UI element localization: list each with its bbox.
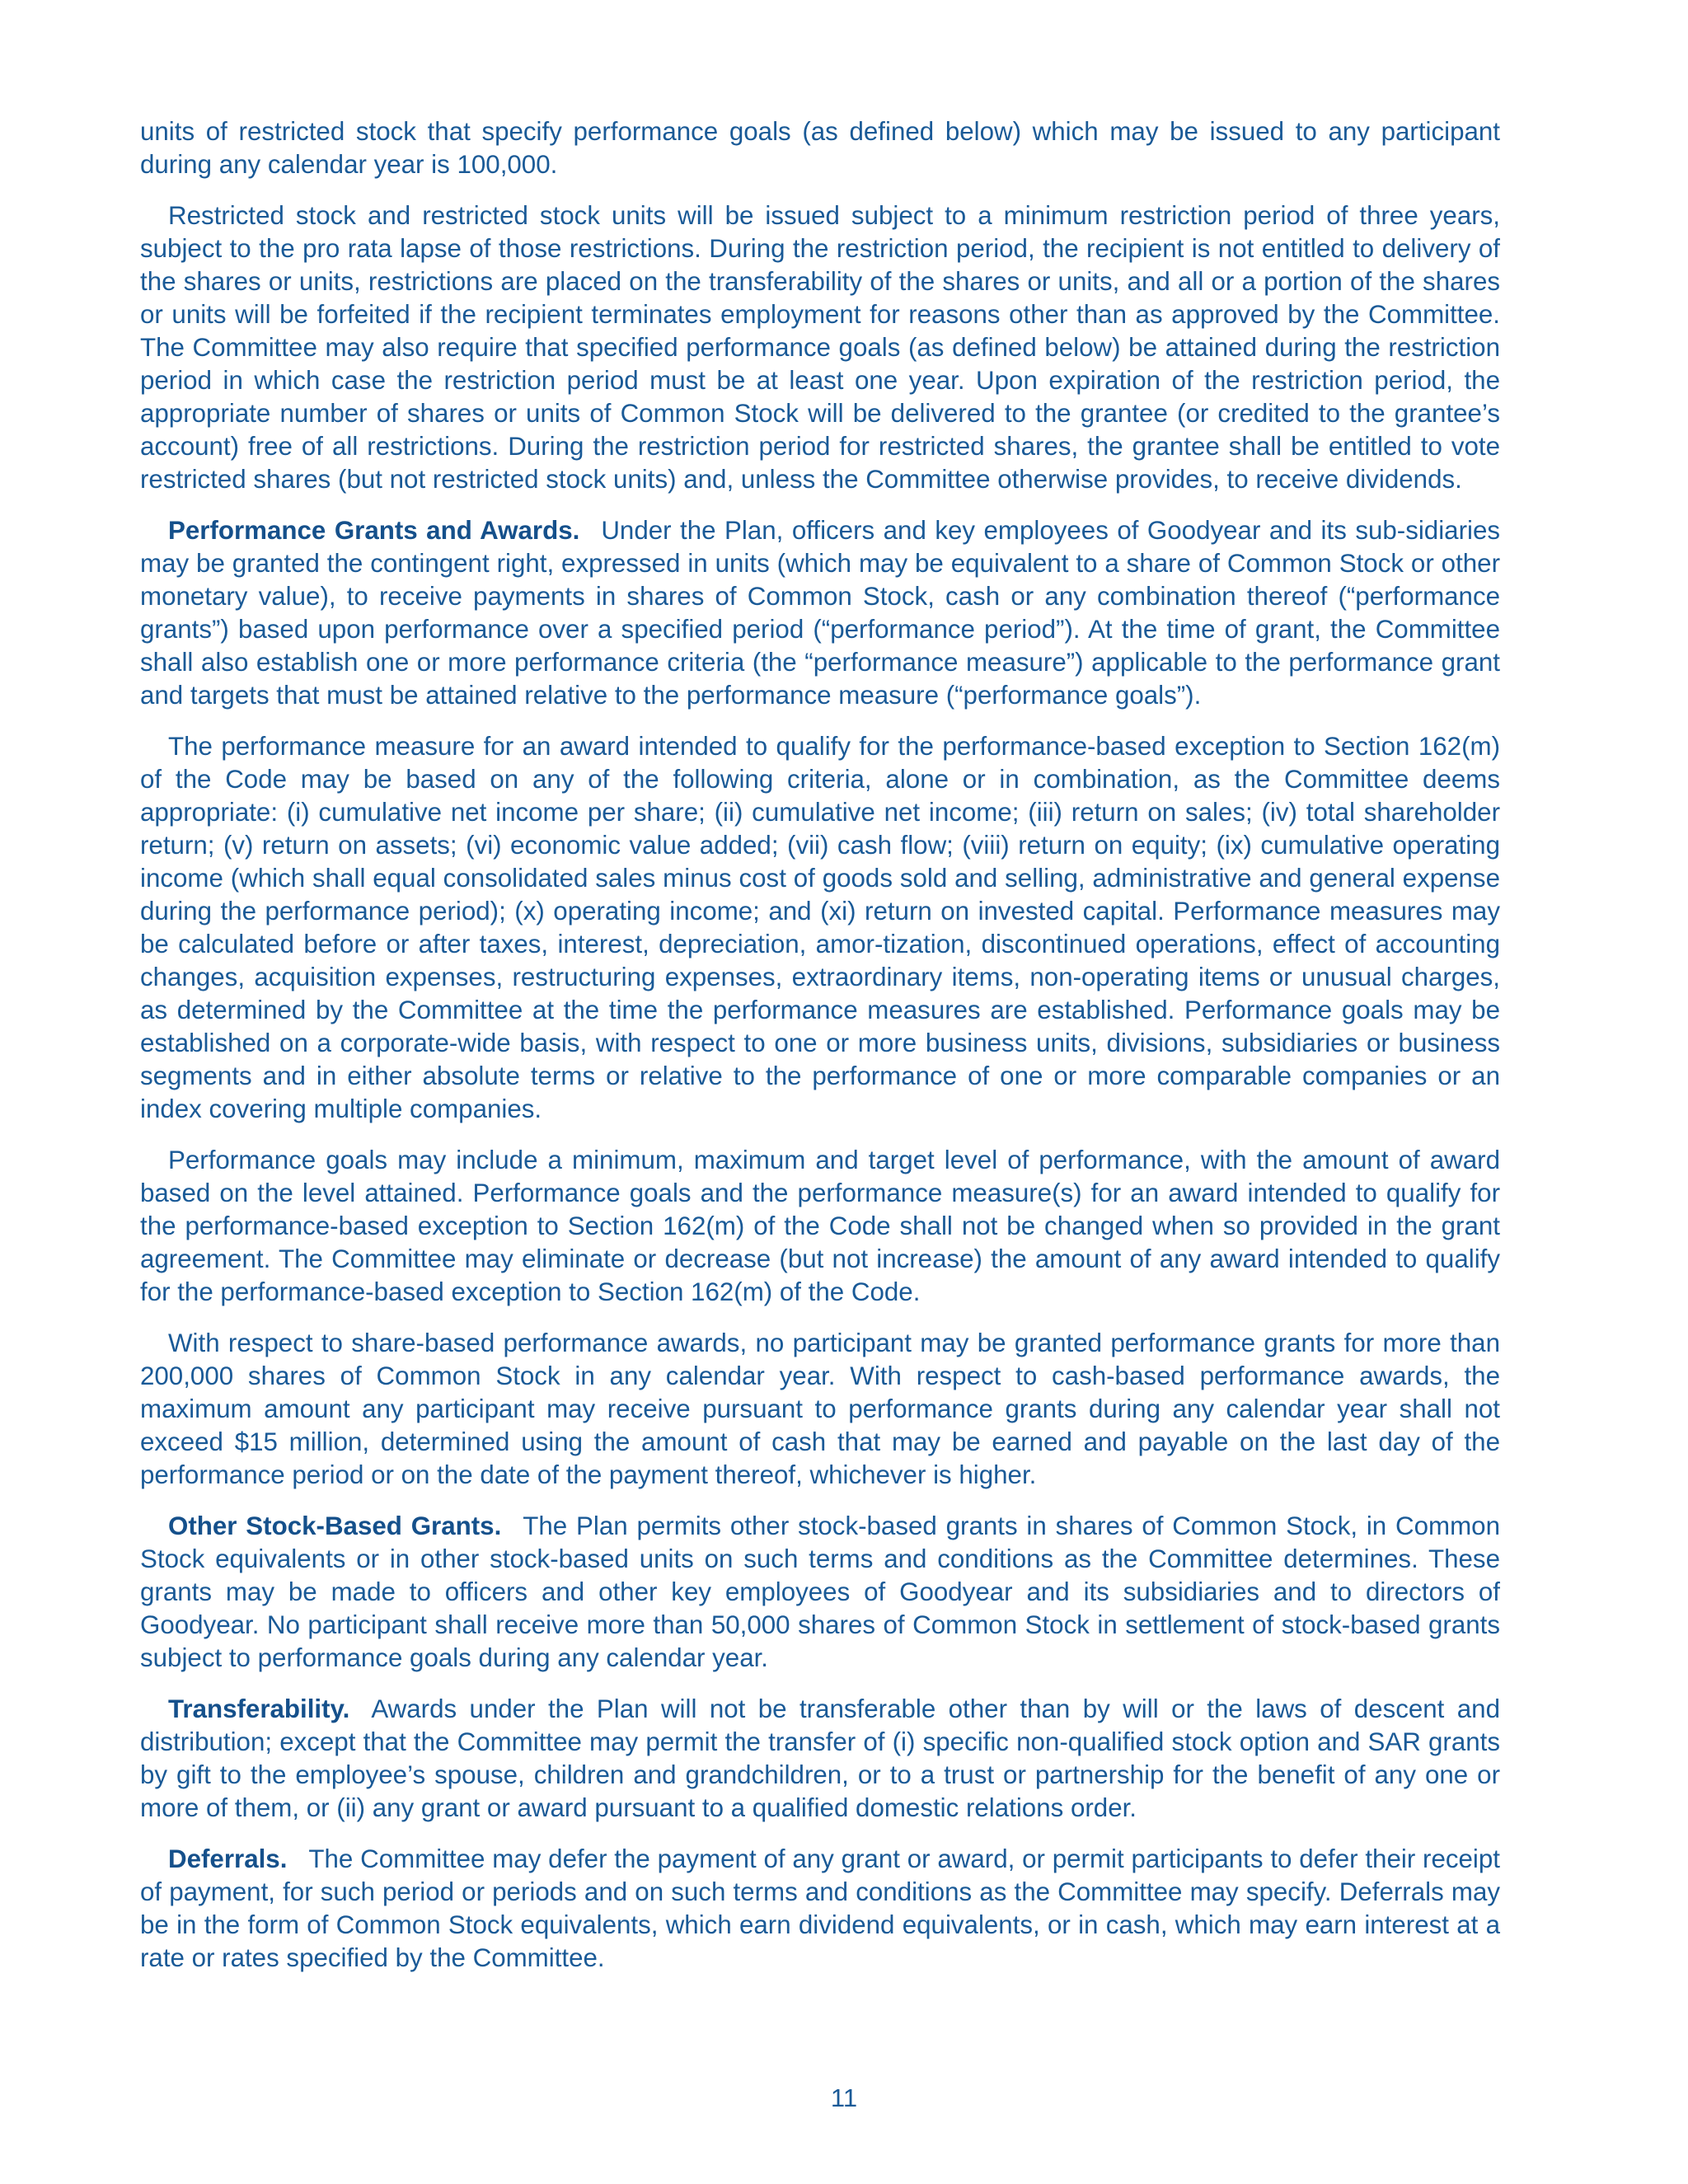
section-heading: Other Stock-Based Grants. [168, 1511, 502, 1540]
paragraph-text: Restricted stock and restricted stock units will be issued subject to a minimum restriction period of three years, subject to the pro rata lapse of those restrictions. During the restriction period, the recipient is not entitled to delivery of the shares or units, restrictions are placed on the transferability of the shares or units, and all or a portion of the shares or units will be forfeited if the recipient terminates employment for reasons other than as approved by the Committee. The Committee may also require that specified performance goals (as defined below) be attained during the restriction period in which case the restriction period must be at least one year. Upon expiration of the restriction period, the appropriate number of shares or units of Common Stock will be delivered to the grantee (or credited to the grantee’s account) free of all restrictions. During the restriction period for restricted shares, the grantee shall be entitled to vote restricted shares (but not restricted stock units) and, unless the Committee otherwise provides, to receive dividends. [140, 201, 1500, 494]
paragraph-transferability [140, 1693, 1500, 1825]
paragraph-other-stock-based-grants [140, 1510, 1500, 1675]
section-heading: Deferrals. [168, 1844, 288, 1873]
document-page [140, 115, 1500, 1993]
paragraph-text: Awards under the Plan will not be transferable other than by will or the laws of descent and distribution; except that the Committee may permit the transfer of (i) specific non-qualified stock option and SAR grants by gift to the employee’s spouse, children and grandchildren, or to a trust or partnership for the benefit of any one or more of them, or (ii) any grant or award pursuant to a qualified domestic relations order. [140, 1694, 1500, 1822]
paragraph-text: units of restricted stock that specify performance goals (as defined below) which may be issued to any participant during any calendar year is 100,000. [140, 117, 1500, 179]
paragraph-text: The Committee may defer the payment of any grant or award, or permit participants to defer their receipt of payment, for such period or periods and on such terms and conditions as the Committee may specify. Deferrals may be in the form of Common Stock equivalents, which earn dividend equivalents, or in cash, which may earn interest at a rate or rates specified by the Committee. [140, 1844, 1500, 1972]
paragraph-performance-grants [140, 514, 1500, 712]
paragraph-share-based-awards [140, 1327, 1500, 1492]
paragraph-deferrals [140, 1843, 1500, 1975]
paragraph-text: The performance measure for an award intended to qualify for the performance-based exception to Section 162(m) of the Code may be based on any of the following criteria, alone or in combination, as the Committee deems appropriate: (i) cumulative net income per share; (ii) cumulative net income; (iii) return on sales; (iv) total shareholder return; (v) return on assets; (vi) economic value added; (vii) cash flow; (viii) return on equity; (ix) cumulative operating income (which shall equal consolidated sales minus cost of goods sold and selling, administrative and general expense during the performance period); (x) operating income; and (xi) return on invested capital. Performance measures may be calculated before or after taxes, interest, depreciation, amor-tization, discontinued operations, effect of accounting changes, acquisition expenses, restructuring expenses, extraordinary items, non-operating items or unusual charges, as determined by the Committee at the time the performance measures are established. Performance goals may be established on a corporate-wide basis, with respect to one or more business units, divisions, subsidiaries or business segments and in either absolute terms or relative to the performance of one or more comparable companies or an index covering multiple companies. [140, 732, 1500, 1123]
paragraph-performance-goals [140, 1144, 1500, 1309]
paragraph-text: The Plan permits other stock-based grants in shares of Common Stock, in Common Stock equivalents or in other stock-based units on such terms and conditions as the Committee determines. These grants may be made to officers and other key employees of Goodyear and its subsidiaries and to directors of Goodyear. No participant shall receive more than 50,000 shares of Common Stock in settlement of stock-based grants subject to performance goals during any calendar year. [140, 1511, 1500, 1672]
paragraph-performance-measure [140, 730, 1500, 1126]
paragraph-text: With respect to share-based performance awards, no participant may be granted performance grants for more than 200,000 shares of Common Stock in any calendar year. With respect to cash-based performance awards, the maximum amount any participant may receive pursuant to performance grants during any calendar year shall not exceed $15 million, determined using the amount of cash that may be earned and payable on the last day of the performance period or on the date of the payment thereof, whichever is higher. [140, 1329, 1500, 1489]
paragraph-text: Performance goals may include a minimum, maximum and target level of performance, with the amount of award based on the level attained. Performance goals and the performance measure(s) for an award intended to qualify for the performance-based exception to Section 162(m) of the Code shall not be changed when so provided in the grant agreement. The Committee may eliminate or decrease (but not increase) the amount of any award intended to qualify for the performance-based exception to Section 162(m) of the Code. [140, 1146, 1500, 1306]
section-heading: Performance Grants and Awards. [168, 516, 580, 545]
page-number: 11 [830, 2083, 858, 2112]
section-heading: Transferability. [168, 1694, 350, 1723]
paragraph-restricted-stock-limit [140, 115, 1500, 181]
paragraph-restricted-stock [140, 199, 1500, 496]
paragraph-text: Under the Plan, officers and key employees of Goodyear and its sub-sidiaries may be granted the contingent right, expressed in units (which may be equivalent to a share of Common Stock or other monetary value), to receive payments in shares of Common Stock, cash or any combination thereof (“performance grants”) based upon performance over a specified period (“performance period”). At the time of grant, the Committee shall also establish one or more performance criteria (the “performance measure”) applicable to the performance grant and targets that must be attained relative to the performance measure (“performance goals”). [140, 516, 1500, 710]
